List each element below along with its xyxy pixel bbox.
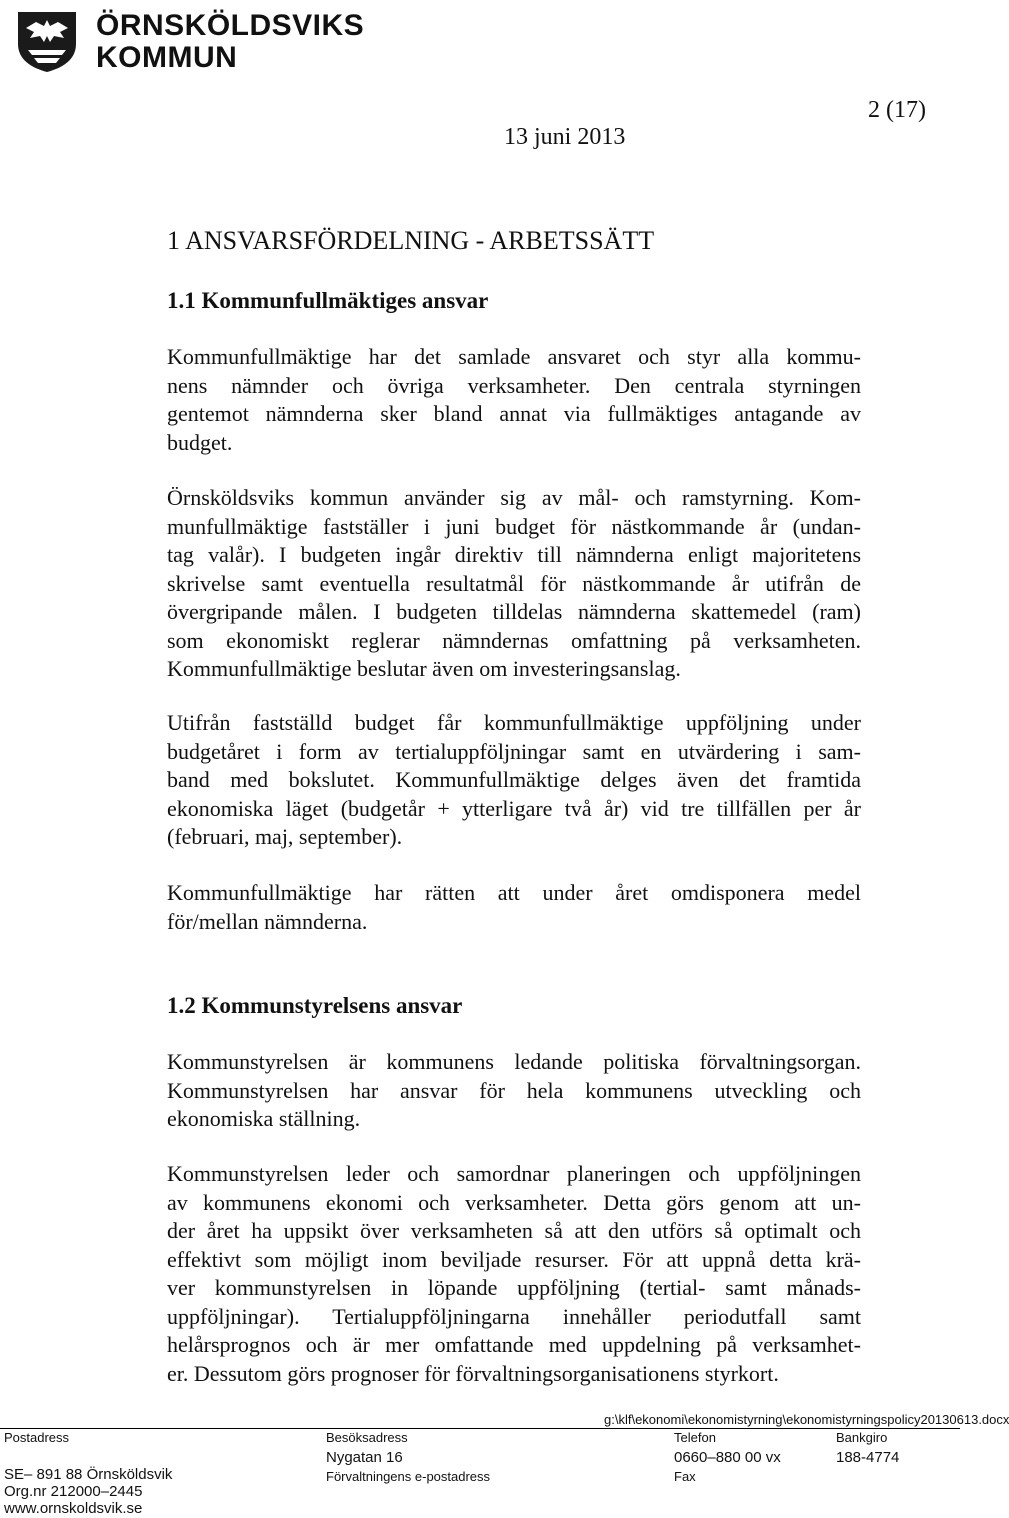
visit-label: Besöksadress xyxy=(326,1430,408,1445)
website-link[interactable]: www.ornskoldsvik.se xyxy=(4,1500,143,1517)
visit-address: Nygatan 16 xyxy=(326,1449,403,1466)
text-line: helårsprognos och är mer omfattande med uppdelning på verksamhet- xyxy=(167,1332,861,1357)
text-line: skrivelse samt eventuella resultatmål för nästkommande år utifrån de xyxy=(167,570,861,596)
postal-label: Postadress xyxy=(4,1430,70,1445)
paragraph xyxy=(167,343,861,457)
text-line: gentemot nämnderna sker bland annat via fullmäktiges antagande av xyxy=(167,401,861,426)
subsection-heading-1-2: 1.2 Kommunstyrelsens ansvar xyxy=(167,993,463,1018)
text-line: uppföljningar). Tertialuppföljningarna innehåller periodutfall samt xyxy=(167,1303,861,1329)
paragraph xyxy=(167,709,861,852)
text-line: budgetåret i form av tertialuppföljningar samt en utvärdering i sam- xyxy=(167,738,861,764)
text-line: ekonomiska ställning. xyxy=(167,1106,361,1131)
org-number: Org.nr 212000–2445 xyxy=(4,1483,143,1500)
bankgiro-label: Bankgiro xyxy=(836,1430,888,1445)
text-line: ver kommunstyrelsen in löpande uppföljning (tertial- samt månads- xyxy=(167,1275,861,1300)
text-line: der året ha uppsikt över verksamheten så att den utförs så optimalt och xyxy=(167,1218,861,1243)
municipality-logo xyxy=(14,8,365,74)
page-number: 2 (17) xyxy=(868,97,926,123)
logo-wordmark xyxy=(96,10,364,74)
text-line: Kommunstyrelsen leder och samordnar planeringen och uppföljningen xyxy=(167,1161,861,1186)
text-line: tag valår). I budgeten ingår direktiv till nämnderna enligt majoritetens xyxy=(167,542,861,567)
text-line: Utifrån fastställd budget får kommunfullmäktige uppföljning under xyxy=(167,710,861,735)
footer-divider xyxy=(0,1428,960,1429)
page-footer xyxy=(0,1410,1009,1518)
text-line: Kommunstyrelsen har ansvar för hela kommunens utveckling och xyxy=(167,1077,861,1103)
text-line: Kommunfullmäktige har rätten att under året omdisponera medel xyxy=(167,880,861,905)
text-line: band med bokslutet. Kommunfullmäktige delges även det framtida xyxy=(167,767,861,792)
text-line: Kommunfullmäktige beslutar även om investeringsanslag. xyxy=(167,656,681,681)
file-path: g:\klf\ekonomi\ekonomistyrning\ekonomistyrningspolicy20130613.docx xyxy=(604,1412,1009,1427)
postal-address: SE– 891 88 Örnsköldsvik xyxy=(4,1466,173,1483)
paragraph xyxy=(167,879,861,936)
bankgiro-number: 188-4774 xyxy=(836,1449,900,1466)
logo-line-2: KOMMUN xyxy=(96,41,238,74)
text-line: övergripande målen. I budgeten tilldelas nämnderna skattemedel (ram) xyxy=(167,599,861,624)
phone-label: Telefon xyxy=(674,1430,716,1445)
text-line: ekonomiska läget (budgetår + ytterligare två år) vid tre tillfällen per år xyxy=(167,795,861,821)
paragraph xyxy=(167,1160,861,1388)
subsection-heading-1-1: 1.1 Kommunfullmäktiges ansvar xyxy=(167,288,489,313)
text-line: budget. xyxy=(167,429,233,455)
text-line: Kommunfullmäktige har det samlade ansvaret och styr alla kommu- xyxy=(167,344,861,369)
text-line: Örnsköldsviks kommun använder sig av mål- och ramstyrning. Kom- xyxy=(167,485,861,510)
logo-line-1: ÖRNSKÖLDSVIKS xyxy=(96,9,365,42)
text-line: (februari, maj, september). xyxy=(167,824,403,849)
section-heading: 1 ANSVARSFÖRDELNING - ARBETSSÄTT xyxy=(167,226,655,255)
text-line: er. Dessutom görs prognoser för förvaltningsorganisationens styrkort. xyxy=(167,1360,779,1386)
document-date: 13 juni 2013 xyxy=(504,124,626,150)
text-line: munfullmäktige fastställer i juni budget för nästkommande år (undan- xyxy=(167,513,861,539)
text-line: Kommunstyrelsen är kommunens ledande politiska förvaltningsorgan. xyxy=(167,1049,861,1074)
coat-of-arms-icon xyxy=(14,8,80,74)
email-label: Förvaltningens e-postadress xyxy=(326,1469,491,1484)
text-line: av kommunens ekonomi och verksamheter. Detta görs genom att un- xyxy=(167,1189,861,1215)
text-line: nens nämnder och övriga verksamheter. Den centrala styrningen xyxy=(167,372,861,398)
text-line: som ekonomiskt reglerar nämndernas omfattning på verksamheten. xyxy=(167,627,861,653)
fax-label: Fax xyxy=(674,1469,696,1484)
text-line: för/mellan nämnderna. xyxy=(167,908,368,934)
paragraph xyxy=(167,484,861,684)
phone-number: 0660–880 00 vx xyxy=(674,1449,781,1466)
paragraph xyxy=(167,1048,861,1134)
text-line: effektivt som möjligt inom beviljade resurser. För att uppnå detta krä- xyxy=(167,1246,861,1272)
